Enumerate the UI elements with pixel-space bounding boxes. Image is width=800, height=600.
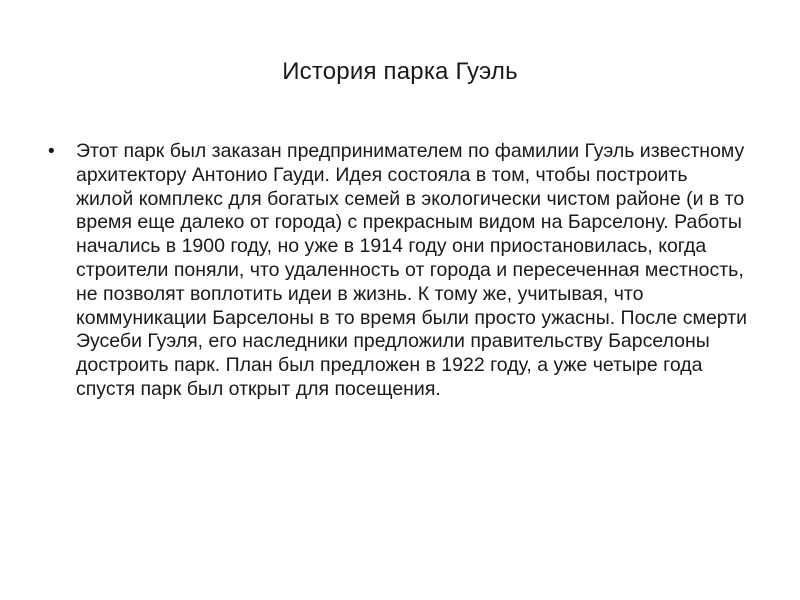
bullet-text: Этот парк был заказан предпринимателем по фамилии Гуэль известному архитектору Антонио Гауди. Идея состояла в том, чтобы построить жилой комплекс для богатых семей в экологически чистом районе (и в то время еще далеко от города) с прекрасным видом на Барселону. Работы начались в 1900 году, но уже в 1914 году они приостановилась, когда строители поняли, что удаленность от города и пересеченная местность, не позволят воплотить идеи в жизнь. К тому же, учитывая, что коммуникации Барселоны в то время были просто ужасны. После смерти Эусеби Гуэля, его наследники предложили правительству Барселоны достроить парк. План был предложен в 1922 году, а уже четыре года спустя парк был открыт для посещения. [76, 140, 748, 400]
bullet-list [48, 140, 748, 402]
bullet-marker: • [48, 141, 55, 162]
slide-title: История парка Гуэль [282, 58, 518, 85]
bullet-item [48, 140, 748, 402]
